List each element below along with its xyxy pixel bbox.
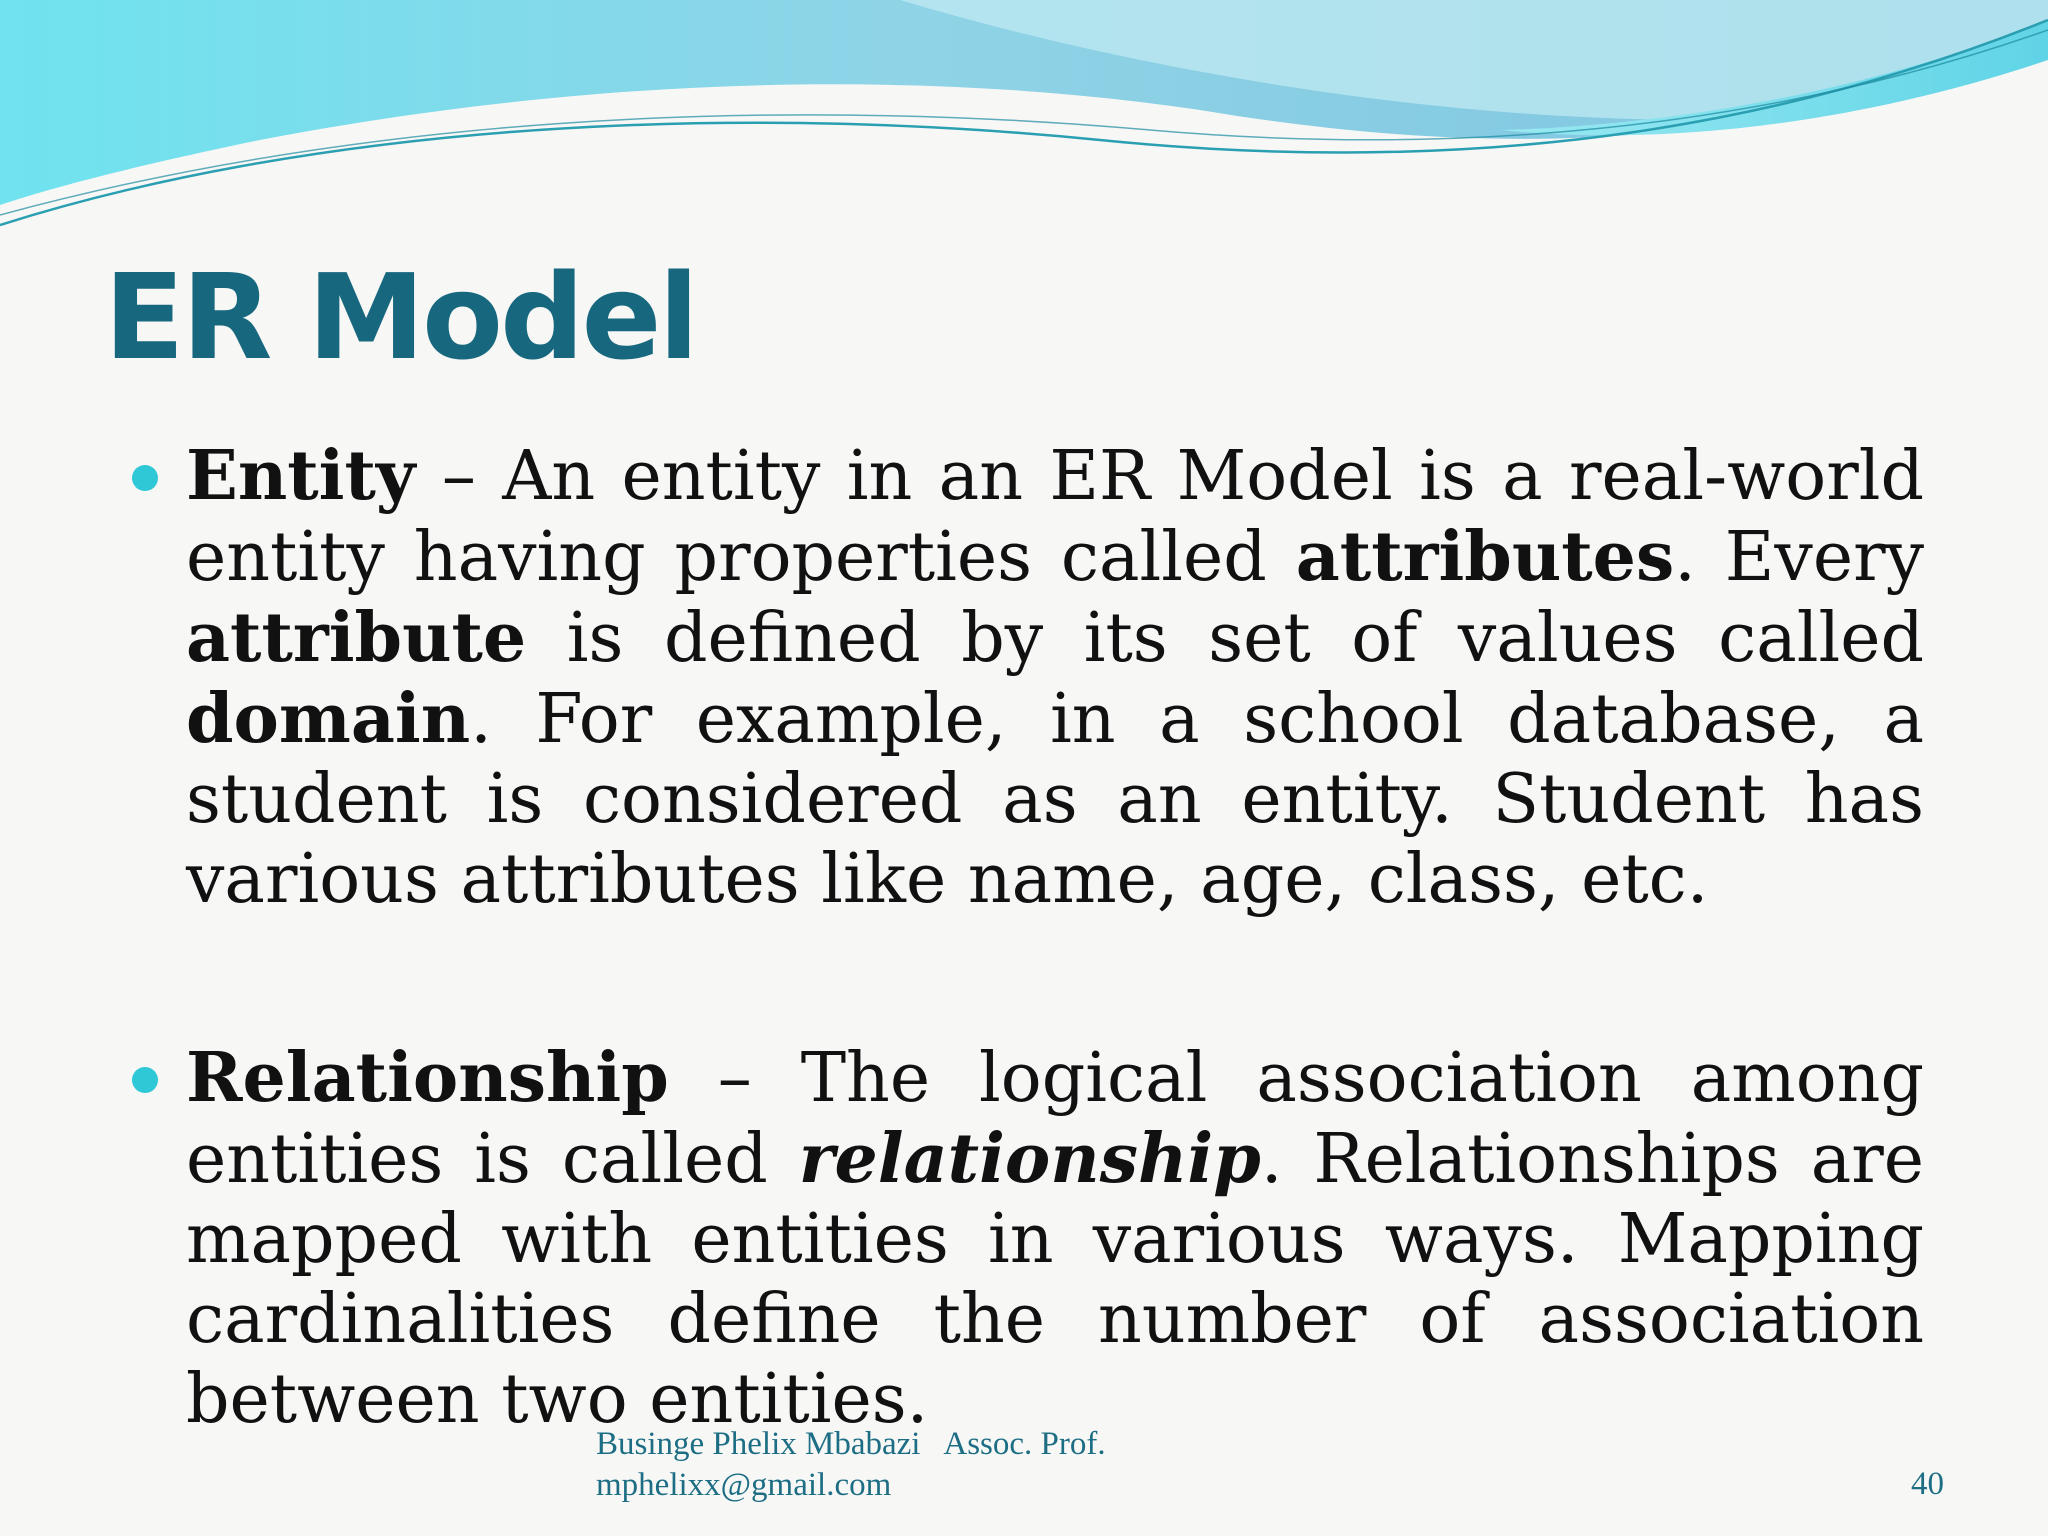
text-segment: – The logical association among entities is called	[186, 1039, 1924, 1199]
bullet-list	[186, 436, 1924, 1440]
footer-email: mphelixx@gmail.com	[596, 1467, 892, 1503]
term-attribute: attribute	[186, 598, 527, 678]
term-attributes: attributes	[1295, 517, 1675, 597]
slide-number: 40	[1911, 1466, 1944, 1502]
text-segment: . Every	[1674, 518, 1924, 597]
term-relationship: Relationship	[186, 1038, 669, 1118]
text-segment: is defined by its set of values called	[526, 599, 1924, 678]
slide-title: ER Model	[104, 248, 696, 386]
term-entity: Entity	[186, 436, 416, 516]
bullet-text	[186, 437, 1924, 919]
wave-banner-decoration	[0, 0, 2048, 240]
text-segment: . Relationships are mapped with entities in various ways. Mapping cardinalities define the number of association between two entities.	[186, 1120, 1924, 1439]
bullet-dot-icon	[132, 465, 158, 491]
footer	[596, 1424, 1106, 1506]
bullet-item-entity	[186, 436, 1924, 920]
bullet-text	[186, 1039, 1924, 1439]
footer-author: Businge Phelix Mbabazi Assoc. Prof.	[596, 1426, 1106, 1462]
text-segment: – An entity in an ER Model is a real-world entity having properties called	[186, 437, 1924, 597]
term-relationship-emphasis: relationship	[798, 1119, 1261, 1199]
bullet-item-relationship	[186, 1038, 1924, 1440]
term-domain: domain	[186, 679, 471, 759]
bullet-dot-icon	[132, 1067, 158, 1093]
text-segment: . For example, in a school database, a student is considered as an entity. Student has various attributes like name, age, class, etc.	[186, 680, 1924, 919]
